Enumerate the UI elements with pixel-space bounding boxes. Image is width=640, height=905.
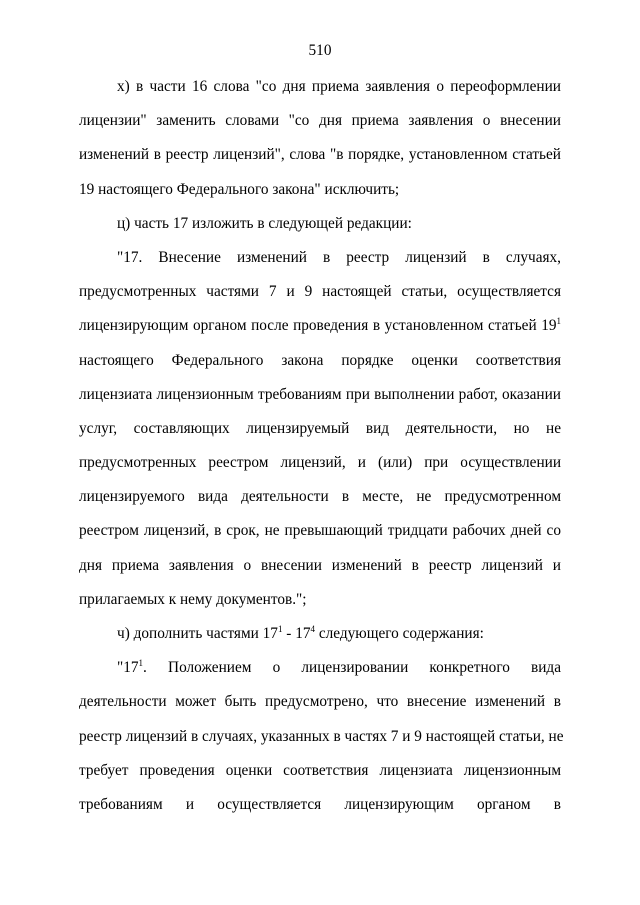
text-line: деятельности может быть предусмотрено, что внесение изменений в (79, 693, 561, 711)
text-line (79, 309, 561, 343)
text-line (79, 651, 561, 685)
text-line (79, 617, 561, 651)
text-line: требованиям и осуществляется лицензирующим органом в (79, 795, 561, 813)
text-line: настоящего Федерального закона порядке оценки соответствия (79, 351, 561, 369)
text-line: предусмотренных реестром лицензий, и (или) при осуществлении (79, 454, 561, 472)
text-line: реестр лицензий в случаях, указанных в частях 7 и 9 настоящей статьи, не (79, 727, 564, 745)
superscript: 4 (310, 624, 315, 634)
text-line: "17. Внесение изменений в реестр лицензий в случаях, (117, 248, 561, 266)
text-fragment: "17 (117, 659, 139, 677)
text-line: изменений в реестр лицензий", слова "в порядке, установленном статьей (79, 146, 561, 164)
text-line: 19 настоящего Федерального закона" исключить; (79, 180, 400, 198)
text-line: лицензии" заменить словами "со дня приема заявления о внесении (79, 112, 561, 130)
text-line: требует проведения оценки соответствия лицензиата лицензионным (79, 761, 561, 779)
text-line: лицензиата лицензионным требованиям при выполнении работ, оказании (79, 385, 561, 403)
text-line: предусмотренных частями 7 и 9 настоящей статьи, осуществляется (79, 283, 561, 301)
text-line: дня приема заявления о внесении изменений в реестр лицензий и (79, 556, 561, 574)
text-fragment: - 17 (282, 625, 311, 642)
text-line: ц) часть 17 изложить в следующей редакции: (117, 214, 412, 232)
text-line: х) в части 16 слова "со дня приема заявления о переоформлении (117, 78, 561, 95)
text-line: услуг, составляющих лицензируемый вид деятельности, но не (79, 419, 561, 437)
text-line-body: лицензирующим органом после проведения в установленном статьей 19 (79, 317, 557, 335)
text-line: реестром лицензий, в срок, не превышающий тридцати рабочих дней со (79, 522, 561, 540)
superscript: 1 (277, 624, 283, 634)
text-fragment: ч) дополнить частями 17 (117, 625, 278, 642)
page-number: 510 (308, 42, 332, 59)
superscript: 1 (556, 316, 561, 327)
text-line: лицензируемого вида деятельности в месте, не предусмотренном (79, 488, 561, 506)
text-fragment: . Положением о лицензировании конкретного вида (143, 659, 561, 677)
text-fragment: следующего содержания: (315, 625, 484, 642)
document-body (79, 70, 564, 822)
text-line: прилагаемых к нему документов."; (79, 590, 307, 608)
superscript: 1 (138, 658, 144, 669)
